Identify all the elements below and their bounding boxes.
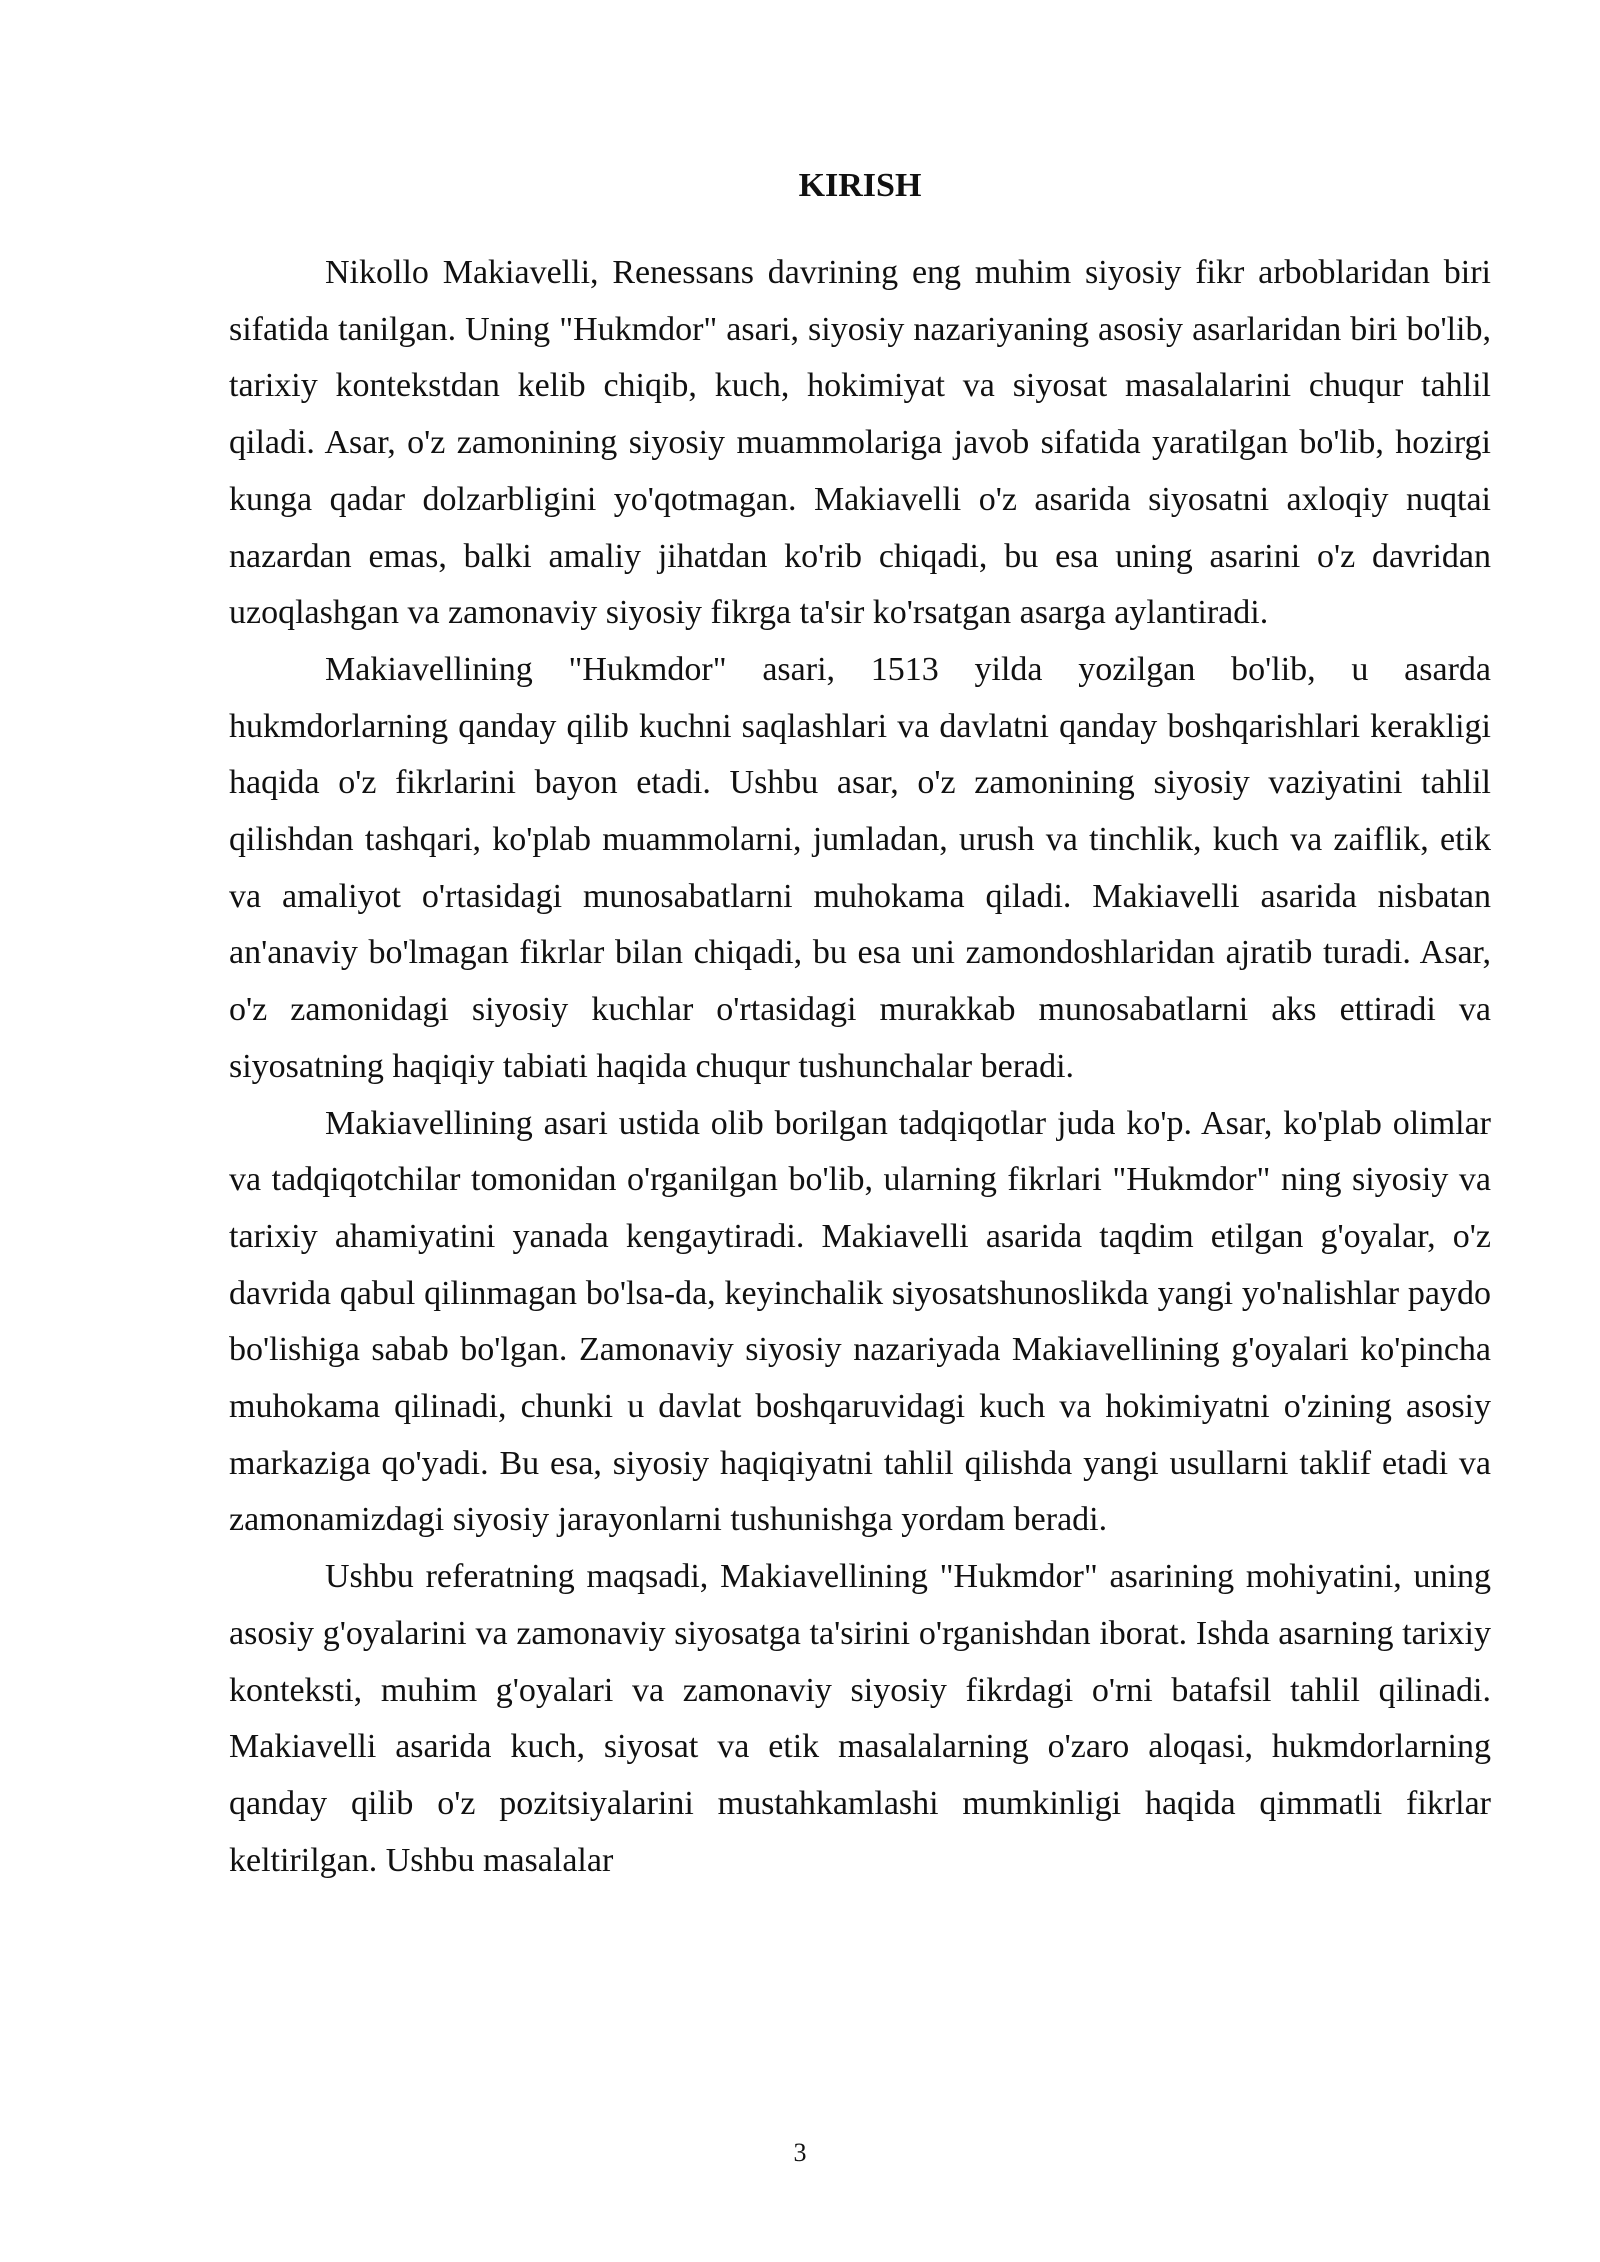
document-body: [229, 245, 1491, 1889]
paragraph-4: Ushbu referatning maqsadi, Makiavellining "Hukmdor" asarining mohiyatini, uning asosiy g'oyalarini va zamonaviy siyosatga ta'sirini o'rganishdan iborat. Ishda asarning tarixiy konteksti, muhim g'oyalari va zamonaviy siyosiy fikrdagi o'rni batafsil tahlil qilinadi. Makiavelli asarida kuch, siyosat va etik masalalarning o'zaro aloqasi, hukmdorlarning qanday qilib o'z pozitsiyalarini mustahkamlashi mumkinligi haqida qimmatli fikrlar keltirilgan. Ushbu masalalar: [229, 1558, 1491, 1879]
paragraph-2: Makiavellining "Hukmdor" asari, 1513 yilda yozilgan bo'lib, u asarda hukmdorlarning qanday qilib kuchni saqlashlari va davlatni qanday boshqarishlari kerakligi haqida o'z fikrlarini bayon etadi. Ushbu asar, o'z zamonining siyosiy vaziyatini tahlil qilishdan tashqari, ko'plab muammolarni, jumladan, urush va tinchlik, kuch va zaiflik, etik va amaliyot o'rtasidagi munosabatlarni muhokama qiladi. Makiavelli asarida nisbatan an'anaviy bo'lmagan fikrlar bilan chiqadi, bu esa uni zamondoshlaridan ajratib turadi. Asar, o'z zamonidagi siyosiy kuchlar o'rtasidagi murakkab munosabatlarni aks ettiradi va siyosatning haqiqiy tabiati haqida chuqur tushunchalar beradi.: [229, 650, 1491, 1085]
page-title: KIRISH: [798, 167, 922, 204]
paragraph-3: Makiavellining asari ustida olib borilgan tadqiqotlar juda ko'p. Asar, ko'plab olimlar va tadqiqotchilar tomonidan o'rganilgan bo'lib, ularning fikrlari "Hukmdor" ning siyosiy va tarixiy ahamiyatini yanada kengaytiradi. Makiavelli asarida taqdim etilgan g'oyalar, o'z davrida qabul qilinmagan bo'lsa-da, keyinchalik siyosatshunoslikda yangi yo'nalishlar paydo bo'lishiga sabab bo'lgan. Zamonaviy siyosiy nazariyada Makiavellining g'oyalari ko'pincha muhokama qilinadi, chunki u davlat boshqaruvidagi kuch va hokimiyatni o'zining asosiy markaziga qo'yadi. Bu esa, siyosiy haqiqiyatni tahlil qilishda yangi usullarni taklif etadi va zamonamizdagi siyosiy jarayonlarni tushunishga yordam beradi.: [229, 1104, 1491, 1539]
paragraph-1: Nikollo Makiavelli, Renessans davrining eng muhim siyosiy fikr arboblaridan biri sifatida tanilgan. Uning "Hukmdor" asari, siyosiy nazariyaning asosiy asarlaridan biri bo'lib, tarixiy kontekstdan kelib chiqib, kuch, hokimiyat va siyosat masalalarini chuqur tahlil qiladi. Asar, o'z zamonining siyosiy muammolariga javob sifatida yaratilgan bo'lib, hozirgi kunga qadar dolzarbligini yo'qotmagan. Makiavelli o'z asarida siyosatni axloqiy nuqtai nazardan emas, balki amaliy jihatdan ko'rib chiqadi, bu esa uning asarini o'z davridan uzoqlashgan va zamonaviy siyosiy fikrga ta'sir ko'rsatgan asarga aylantiradi.: [229, 254, 1491, 632]
page-number: 3: [793, 2138, 807, 2167]
